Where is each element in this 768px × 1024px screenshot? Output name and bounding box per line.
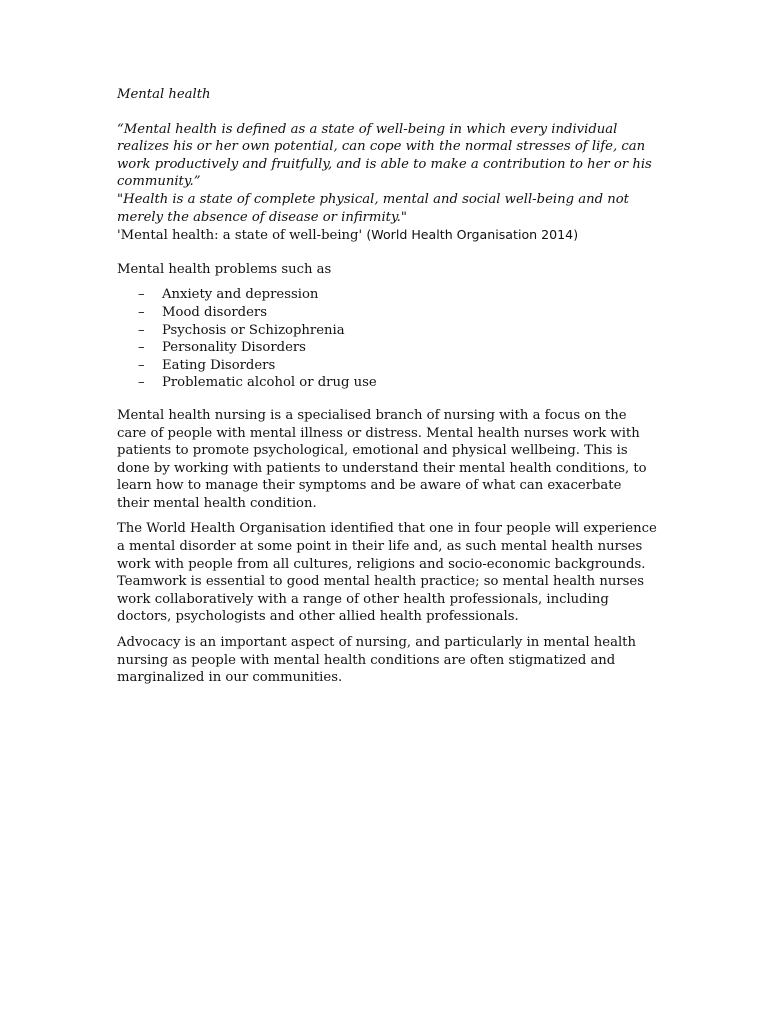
list-item-label: Mood disorders [162,304,268,320]
dash-bullet: – [138,375,145,391]
mental-health-definition-quote: “Mental health is defined as a state of well-being in which every individual realizes his or her own potential, can cope with the normal stresses of life, can work productively and fruitfully, and is able to make a contribution to her or his community.” [117,121,652,190]
dash-bullet: – [138,340,145,356]
document-title: Mental health [117,87,211,102]
dash-bullet: – [138,357,145,373]
list-item [117,339,657,357]
dash-bullet: – [138,304,145,320]
list-item-label: Anxiety and depression [162,287,319,303]
list-item-label: Problematic alcohol or drug use [162,375,377,391]
dash-bullet: – [138,322,145,338]
list-item [117,374,657,392]
problems-lead: Mental health problems such as [117,261,332,277]
document-page [117,86,657,695]
list-item [117,322,657,340]
list-item [117,304,657,322]
dash-bullet: – [138,287,145,303]
citation [117,226,657,245]
list-item-label: Eating Disorders [162,357,276,373]
paragraph-who-statistics: The World Health Organisation identified that one in four people will experience a mental disorder at some point in their life and, as such mental health nurses work with people from all cultures, religions and socio-economic backgrounds. Teamwork is essential to good mental health practice; so mental health nurses work collaboratively with a range of other health professionals, including doctors, psychologists and other allied health professionals. [117,521,657,625]
list-item-label: Psychosis or Schizophrenia [162,322,345,338]
citation-source: (World Health Organisation 2014) [366,227,579,243]
list-item [117,357,657,375]
paragraph-advocacy: Advocacy is an important aspect of nursing, and particularly in mental health nursing as people with mental health conditions are often stigmatized and marginalized in our communities. [117,635,636,686]
list-item [117,286,657,304]
list-item-label: Personality Disorders [162,340,306,356]
citation-title: 'Mental health: a state of well-being' [117,228,363,244]
paragraph-nursing-role: Mental health nursing is a specialised branch of nursing with a focus on the care of people with mental illness or distress. Mental health nurses work with patients to promote psychological, emotional and physical wellbeing. This is done by working with patients to understand their mental health conditions, to learn how to manage their symptoms and be aware of what can exacerbate their mental health condition. [117,407,647,511]
health-definition-quote: "Health is a state of complete physical, mental and social well-being and not merely the absence of disease or infirmity." [117,191,629,225]
problems-list [117,286,657,392]
